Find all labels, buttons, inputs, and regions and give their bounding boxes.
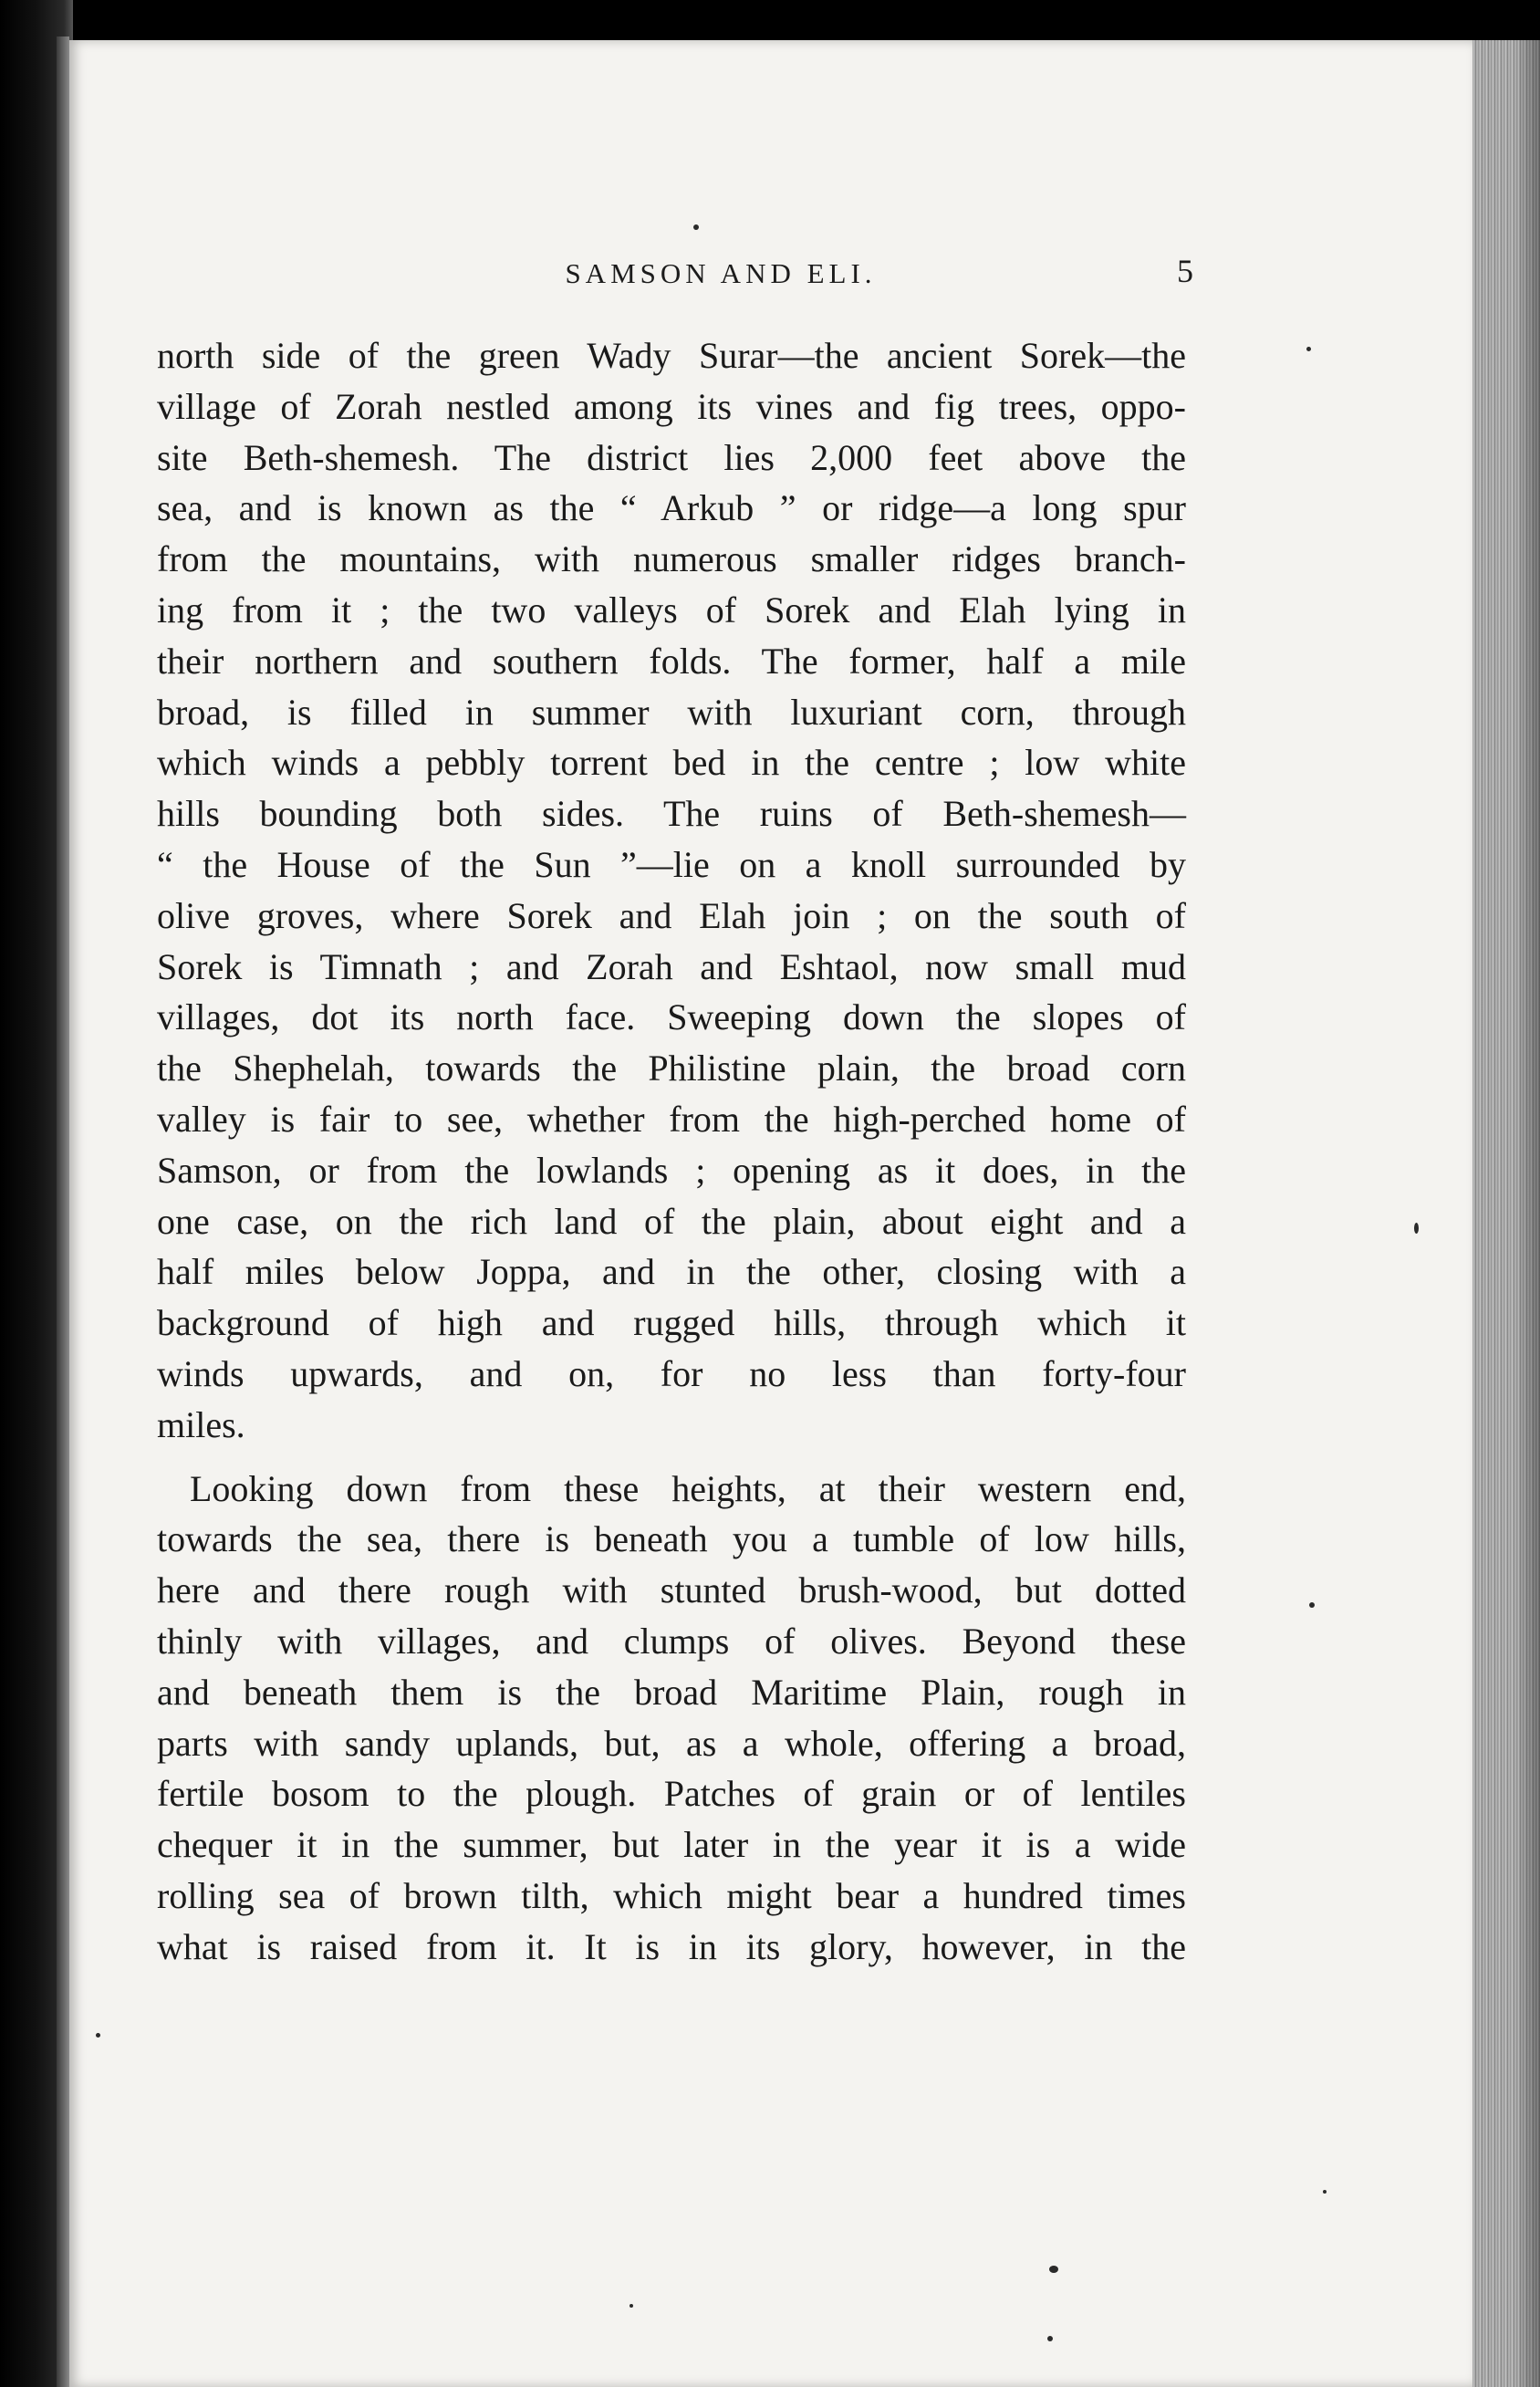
text-line: and beneath them is the broad Maritime Plain, rough in xyxy=(157,1671,1186,1713)
page-number: 5 xyxy=(1177,253,1193,289)
text-line: background of high and rugged hills, through which it xyxy=(157,1302,1186,1344)
text-line: broad, is filled in summer with luxuriant corn, through xyxy=(157,691,1186,733)
text-line: rolling sea of brown tilth, which might bear a hundred times xyxy=(157,1874,1186,1916)
paragraph-gap xyxy=(157,1451,1186,1464)
dust-speck xyxy=(630,2304,633,2308)
text-line: village of Zorah nestled among its vines and fig trees, oppo- xyxy=(157,385,1186,427)
text-line: chequer it in the summer, but later in the year it is a wide xyxy=(157,1824,1186,1866)
dust-speck xyxy=(1309,1602,1315,1608)
fore-edge-shadow xyxy=(1514,40,1540,2387)
text-line: which winds a pebbly torrent bed in the centre ; low white xyxy=(157,742,1186,784)
text-line: the Shephelah, towards the Philistine plain, the broad corn xyxy=(157,1048,1186,1089)
text-line: north side of the green Wady Surar—the ancient Sorek—the xyxy=(157,335,1186,376)
text-line: half miles below Joppa, and in the other, closing with a xyxy=(157,1251,1186,1293)
gutter-shadow xyxy=(57,36,69,2387)
text-line: sea, and is known as the “ Arkub ” or ridge—a long spur xyxy=(157,487,1186,529)
text-line: fertile bosom to the plough. Patches of grain or of lentiles xyxy=(157,1773,1186,1815)
scan-top-border xyxy=(0,0,1540,44)
text-line: towards the sea, there is beneath you a tumble of low hills, xyxy=(157,1518,1186,1560)
text-line: site Beth-shemesh. The district lies 2,000 feet above the xyxy=(157,436,1186,478)
dust-speck xyxy=(1047,2336,1053,2341)
text-line: their northern and southern folds. The former, half a mile xyxy=(157,640,1186,682)
text-line: ing from it ; the two valleys of Sorek and Elah lying in xyxy=(157,589,1186,631)
text-line: villages, dot its north face. Sweeping down the slopes of xyxy=(157,996,1186,1038)
text-line: miles. xyxy=(157,1403,245,1445)
paragraph-2 xyxy=(157,1464,1186,1973)
text-line: valley is fair to see, whether from the high-perched home of xyxy=(157,1098,1186,1140)
running-head: SAMSON AND ELI. xyxy=(565,257,877,289)
dust-speck xyxy=(1414,1223,1419,1234)
text-line: Looking down from these heights, at their western end, xyxy=(190,1467,1186,1509)
dust-speck xyxy=(1306,347,1311,351)
dust-speck xyxy=(693,224,699,230)
text-line: from the mountains, with numerous smaller ridges branch- xyxy=(157,538,1186,580)
text-line: winds upwards, and on, for no less than forty-four xyxy=(157,1352,1186,1394)
text-line: parts with sandy uplands, but, as a whole, offering a broad, xyxy=(157,1722,1186,1764)
paragraph-1 xyxy=(157,330,1186,1451)
text-line: thinly with villages, and clumps of olives. Beyond these xyxy=(157,1620,1186,1662)
text-line: hills bounding both sides. The ruins of Beth-shemesh— xyxy=(157,793,1186,835)
text-line: Samson, or from the lowlands ; opening as it does, in the xyxy=(157,1149,1186,1191)
text-line: “ the House of the Sun ”—lie on a knoll surrounded by xyxy=(157,843,1186,885)
dust-speck xyxy=(96,2033,100,2038)
text-line: one case, on the rich land of the plain, about eight and a xyxy=(157,1200,1186,1242)
text-line: what is raised from it. It is in its glory, however, in the xyxy=(157,1925,1186,1967)
text-line: Sorek is Timnath ; and Zorah and Eshtaol, now small mud xyxy=(157,945,1186,987)
text-line: olive groves, where Sorek and Elah join ; on the south of xyxy=(157,894,1186,936)
text-line: here and there rough with stunted brush-wood, but dotted xyxy=(157,1569,1186,1611)
body-text xyxy=(157,330,1186,1973)
dust-speck xyxy=(1323,2190,1327,2194)
dust-speck xyxy=(1049,2266,1058,2273)
